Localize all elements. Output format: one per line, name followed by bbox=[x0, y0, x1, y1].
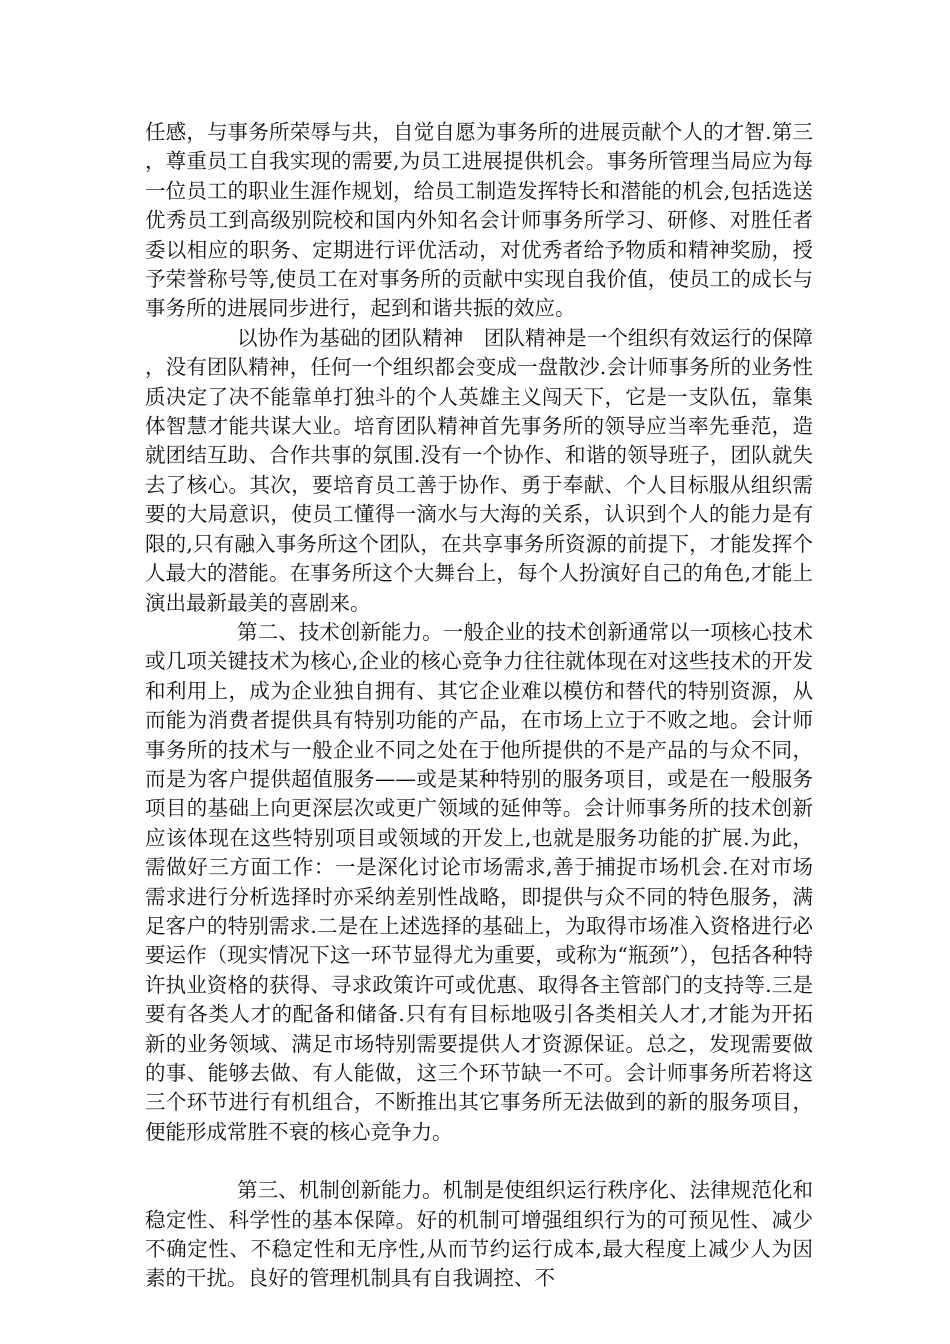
paragraph-technical-innovation: 第二、技术创新能力。一般企业的技术创新通常以一项核心技术或几项关键技术为核心,企业的核心竞争力往往就体现在对这些技术的开发和利用上，成为企业独自拥有、其它企业难以模仿和替代的特别资源，从而能为消费者提供具有特别功能的产品，在市场上立于不败之地。会计师事务所的技术与一般企业不同之处在于他所提供的不是产品的与众不同，而是为客户提供超值服务——或是某种特别的服务项目，或是在一般服务项目的基础上向更深层次或更广领域的延伸等。会计师事务所的技术创新应该体现在这些特别项目或领域的开发上,也就是服务功能的扩展.为此，需做好三方面工作：一是深化讨论市场需求,善于捕捉市场机会.在对市场需求进行分析选择时亦采纳差别性战略，即提供与众不同的特色服务，满足客户的特别需求.二是在上述选择的基础上，为取得市场准入资格进行必要运作（现实情况下这一环节显得尤为重要，或称为“瓶颈”），包括各种特许执业资格的获得、寻求政策许可或优惠、取得各主管部门的支持等.三是要有各类人才的配备和储备.只有有目标地吸引各类相关人才,才能为开拓新的业务领域、满足市场特别需要提供人才资源保证。总之，发现需要做的事、能够去做、有人能做，这三个环节缺一不可。会计师事务所若将这三个环节进行有机组合，不断推出其它事务所无法做到的新的服务项目，便能形成常胜不衰的核心竞争力。 bbox=[145, 619, 813, 1144]
paragraph-employee-development: 任感，与事务所荣辱与共，自觉自愿为事务所的进展贡献个人的才智.第三，尊重员工自我实现的需要,为员工进展提供机会。事务所管理当局应为每一位员工的职业生涯作规划，给员工制造发挥特长和潜能的机会,包括选送优秀员工到高级别院校和国内外知名会计师事务所学习、研修、对胜任者委以相应的职务、定期进行评优活动，对优秀者给予物质和精神奖励，授予荣誉称号等,使员工在对事务所的贡献中实现自我价值，使员工的成长与事务所的进展同步进行，起到和谐共振的效应。 bbox=[145, 120, 813, 321]
paragraph-gap bbox=[145, 1147, 813, 1176]
paragraph-team-spirit: 以协作为基础的团队精神 团队精神是一个组织有效运行的保障，没有团队精神，任何一个组织都会变成一盘散沙.会计师事务所的业务性质决定了决不能靠单打独斗的个人英雄主义闯天下，它是一支队伍，靠集体智慧才能共谋大业。培育团队精神首先事务所的领导应当率先垂范，造就团结互助、合作共事的氛围.没有一个协作、和谐的领导班子，团队就失去了核心。其次，要培育员工善于协作、勇于奉献、个人目标服从组织需要的大局意识，使员工懂得一滴水与大海的关系，认识到个人的能力是有限的,只有融入事务所这个团队，在共享事务所资源的前提下，才能发挥个人最大的潜能。在事务所这个大舞台上，每个人扮演好自己的角色,才能上演出最新最美的喜剧来。 bbox=[145, 325, 813, 615]
paragraph-mechanism-innovation: 第三、机制创新能力。机制是使组织运行秩序化、法律规范化和稳定性、科学性的基本保障。好的机制可增强组织行为的可预见性、减少不确定性、不稳定性和无序性,从而节约运行成本,最大程度上减少人为因素的干扰。良好的管理机制具有自我调控、不 bbox=[145, 1178, 813, 1291]
document-body bbox=[145, 118, 813, 1294]
